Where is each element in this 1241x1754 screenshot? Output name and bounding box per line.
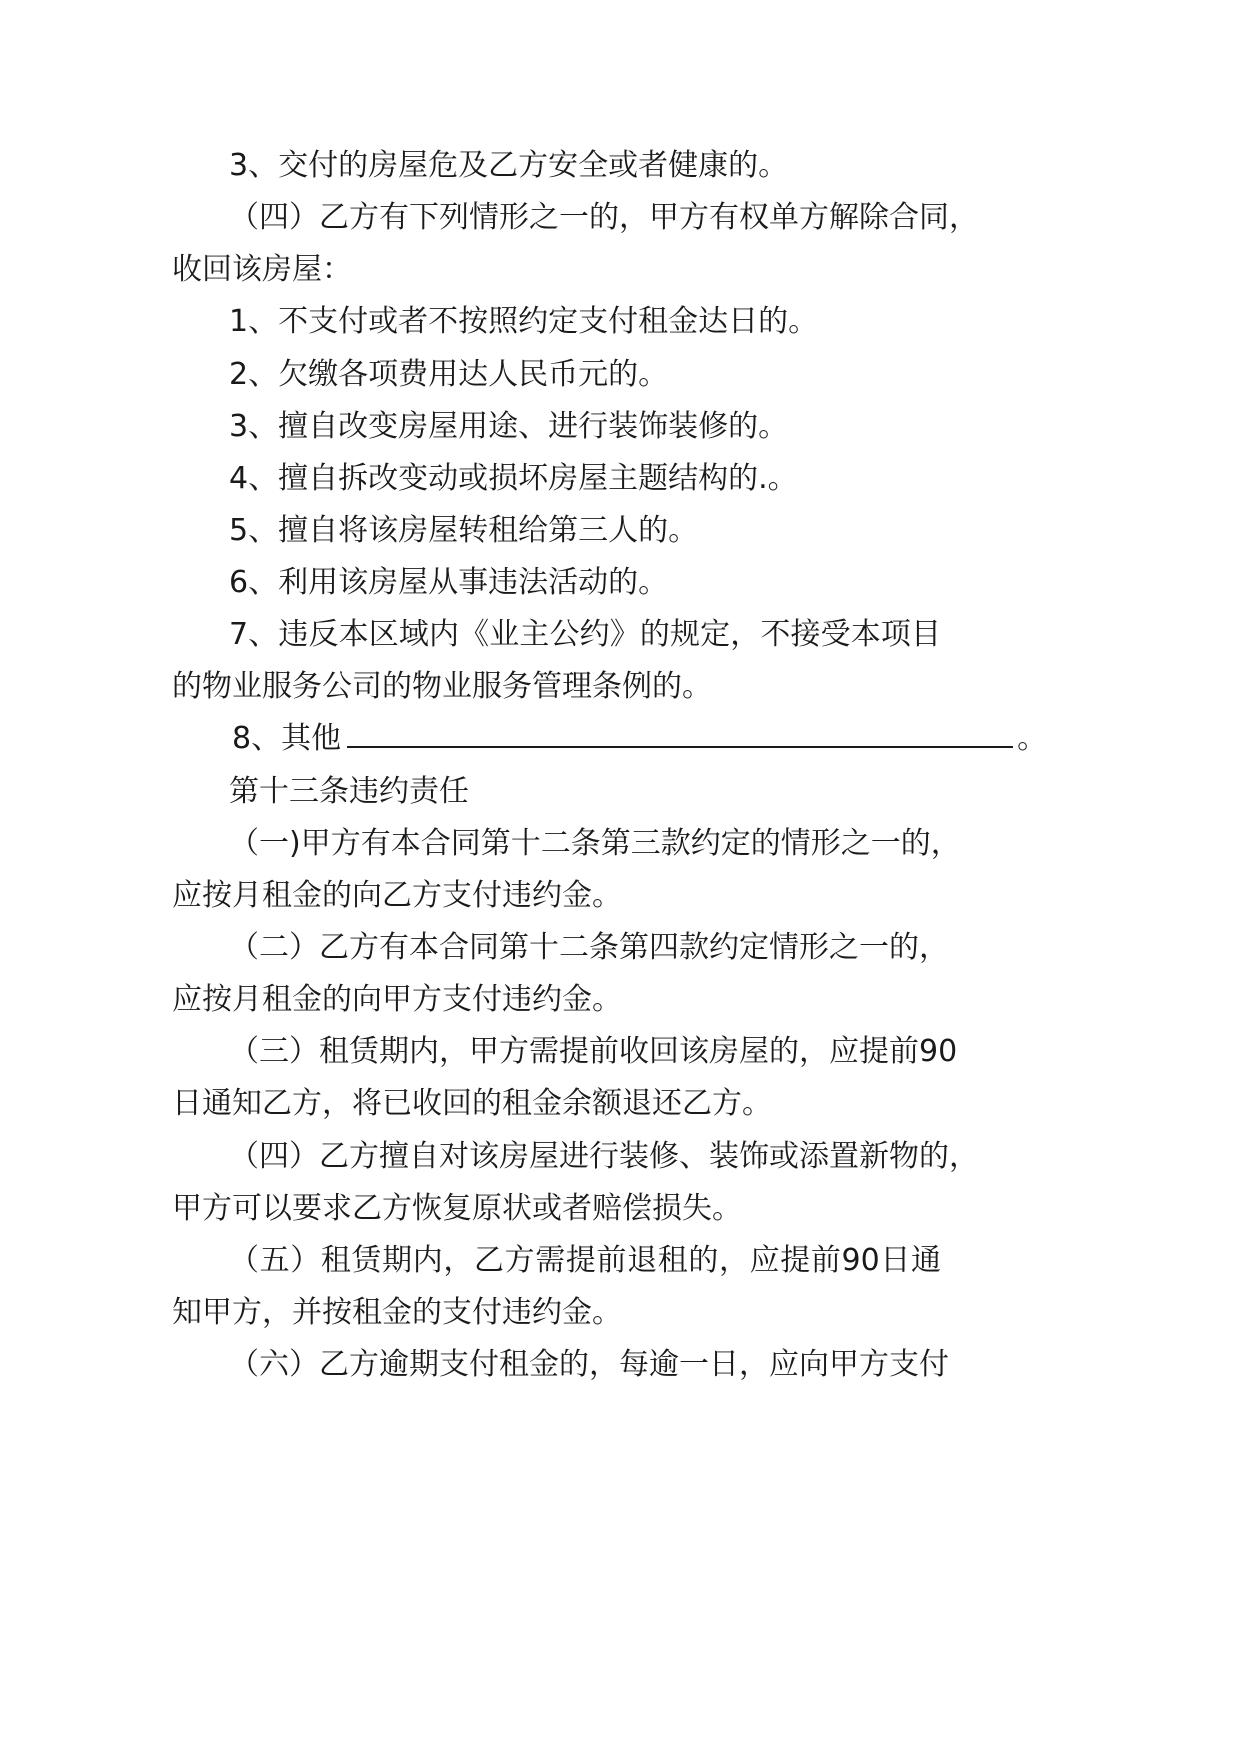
section-heading: 第十三条违约责任 bbox=[229, 774, 469, 809]
clause-line: 7、违反本区域内《业主公约》的规定，不接受本项目 bbox=[229, 617, 941, 652]
clause-line: （二）乙方有本合同第十二条第四款约定情形之一的， bbox=[229, 930, 949, 965]
clause-line: 2、欠缴各项费用达人民币元的。 bbox=[229, 357, 669, 392]
clause-line: （四）乙方擅自对该房屋进行装修、装饰或添置新物的， bbox=[229, 1139, 979, 1174]
clause-line: 知甲方，并按租金的支付违约金。 bbox=[172, 1295, 622, 1330]
clause-line: （三）租赁期内，甲方需提前收回该房屋的，应提前90 bbox=[229, 1034, 958, 1069]
fill-in-clause bbox=[232, 719, 1047, 759]
clause-line: （四）乙方有下列情形之一的，甲方有权单方解除合同， bbox=[229, 200, 979, 235]
clause-line: 4、擅自拆改变动或损坏房屋主题结构的.。 bbox=[229, 461, 798, 496]
fill-in-blank bbox=[347, 722, 1013, 748]
clause-line: 3、擅自改变房屋用途、进行装饰装修的。 bbox=[229, 409, 789, 444]
clause-line: 5、擅自将该房屋转租给第三人的。 bbox=[229, 513, 699, 548]
clause-line: 收回该房屋： bbox=[172, 252, 352, 287]
clause-label: 8、其他 bbox=[232, 721, 342, 756]
clause-line: 3、交付的房屋危及乙方安全或者健康的。 bbox=[229, 148, 789, 183]
clause-line: 6、利用该房屋从事违法活动的。 bbox=[229, 565, 669, 600]
clause-line: 1、不支付或者不按照约定支付租金达日的。 bbox=[229, 304, 819, 339]
clause-line: （五）租赁期内，乙方需提前退租的，应提前90日通 bbox=[229, 1243, 941, 1278]
clause-line: 甲方可以要求乙方恢复原状或者赔偿损失。 bbox=[172, 1191, 742, 1226]
clause-line: 应按月租金的向乙方支付违约金。 bbox=[172, 878, 622, 913]
clause-line: （一)甲方有本合同第十二条第三款约定的情形之一的， bbox=[229, 826, 961, 861]
clause-line: （六）乙方逾期支付租金的，每逾一日，应向甲方支付 bbox=[229, 1347, 949, 1382]
clause-line: 日通知乙方，将已收回的租金余额退还乙方。 bbox=[172, 1086, 772, 1121]
clause-end: 。 bbox=[1017, 721, 1048, 756]
clause-line: 的物业服务公司的物业服务管理条例的。 bbox=[172, 669, 712, 704]
clause-line: 应按月租金的向甲方支付违约金。 bbox=[172, 982, 622, 1017]
